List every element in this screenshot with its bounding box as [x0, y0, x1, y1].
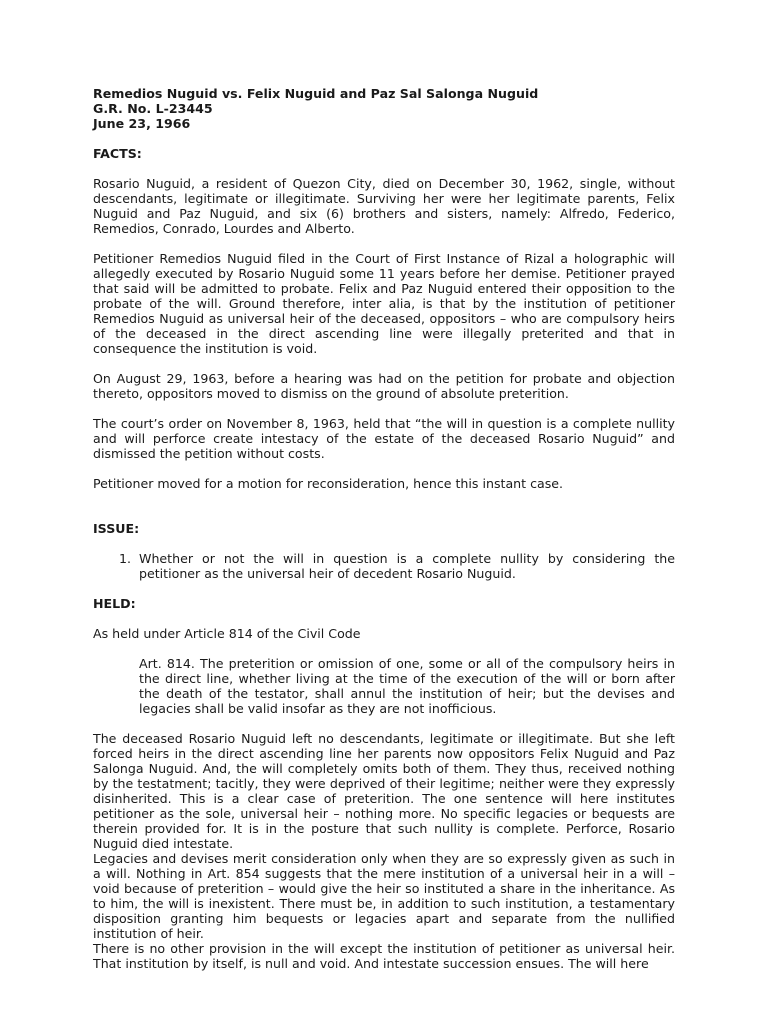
facts-paragraph-3: On August 29, 1963, before a hearing was had on the petition for probate and objection thereto, oppositors moved to dismiss on the ground of absolute preterition. — [93, 371, 675, 401]
case-gr-number: G.R. No. L-23445 — [93, 101, 213, 116]
held-intro: As held under Article 814 of the Civil Code — [93, 626, 361, 641]
held-paragraph-2: Legacies and devises merit consideration only when they are so expressly given as such in a will. Nothing in Art. 854 suggests that the mere institution of a universal heir in a will – void because of preterition – would give the heir so instituted a share in the inheritance. As to him, the will is inexistent. There must be, in addition to such institution, a testamentary disposition granting him bequests or legacies apart and separate from the nullified institution of heir. — [93, 851, 675, 941]
held-heading: HELD: — [93, 596, 136, 611]
issue-item — [93, 551, 675, 581]
facts-paragraph-4: The court’s order on November 8, 1963, held that “the will in question is a complete nullity and will perforce create intestacy of the estate of the deceased Rosario Nuguid” and dismissed the petition without costs. — [93, 416, 675, 461]
case-date: June 23, 1966 — [93, 116, 191, 131]
issue-list — [93, 551, 675, 581]
held-paragraph-3: There is no other provision in the will except the institution of petitioner as universal heir. That institution by itself, is null and void. And intestate succession ensues. The will here — [93, 941, 675, 971]
facts-paragraph-1: Rosario Nuguid, a resident of Quezon City, died on December 30, 1962, single, without descendants, legitimate or illegitimate. Surviving her were her legitimate parents, Felix Nuguid and Paz Nuguid, and six (6) brothers and sisters, namely: Alfredo, Federico, Remedios, Conrado, Lourdes and Alberto. — [93, 176, 675, 236]
issue-item-text: Whether or not the will in question is a complete nullity by considering the petitioner as the universal heir of decedent Rosario Nuguid. — [139, 551, 675, 581]
document-page — [93, 86, 675, 971]
issue-heading: ISSUE: — [93, 521, 140, 536]
facts-heading: FACTS: — [93, 146, 142, 161]
held-paragraph-1: The deceased Rosario Nuguid left no descendants, legitimate or illegitimate. But she left forced heirs in the direct ascending line her parents now oppositors Felix Nuguid and Paz Salonga Nuguid. And, the will completely omits both of them. They thus, received nothing by the testatment; tacitly, they were deprived of their legitime; neither were they expressly disinherited. This is a clear case of preterition. The one sentence will here institutes petitioner as the sole, universal heir – nothing more. No specific legacies or bequests are therein provided for. It is in the posture that such nullity is complete. Perforce, Rosario Nuguid died intestate. — [93, 731, 675, 851]
facts-paragraph-5: Petitioner moved for a motion for reconsideration, hence this instant case. — [93, 476, 564, 491]
issue-item-number: 1. — [119, 551, 132, 566]
case-header — [93, 86, 675, 131]
case-title: Remedios Nuguid vs. Felix Nuguid and Paz Sal Salonga Nuguid — [93, 86, 539, 101]
article-814-quote: Art. 814. The preterition or omission of one, some or all of the compulsory heirs in the direct line, whether living at the time of the execution of the will or born after the death of the testator, shall annul the institution of heir; but the devises and legacies shall be valid insofar as they are not inofficious. — [139, 656, 675, 716]
facts-paragraph-2: Petitioner Remedios Nuguid filed in the Court of First Instance of Rizal a holographic will allegedly executed by Rosario Nuguid some 11 years before her demise. Petitioner prayed that said will be admitted to probate. Felix and Paz Nuguid entered their opposition to the probate of the will. Ground therefore, inter alia, is that by the institution of petitioner Remedios Nuguid as universal heir of the deceased, oppositors – who are compulsory heirs of the deceased in the direct ascending line were illegally preterited and that in consequence the institution is void. — [93, 251, 675, 356]
